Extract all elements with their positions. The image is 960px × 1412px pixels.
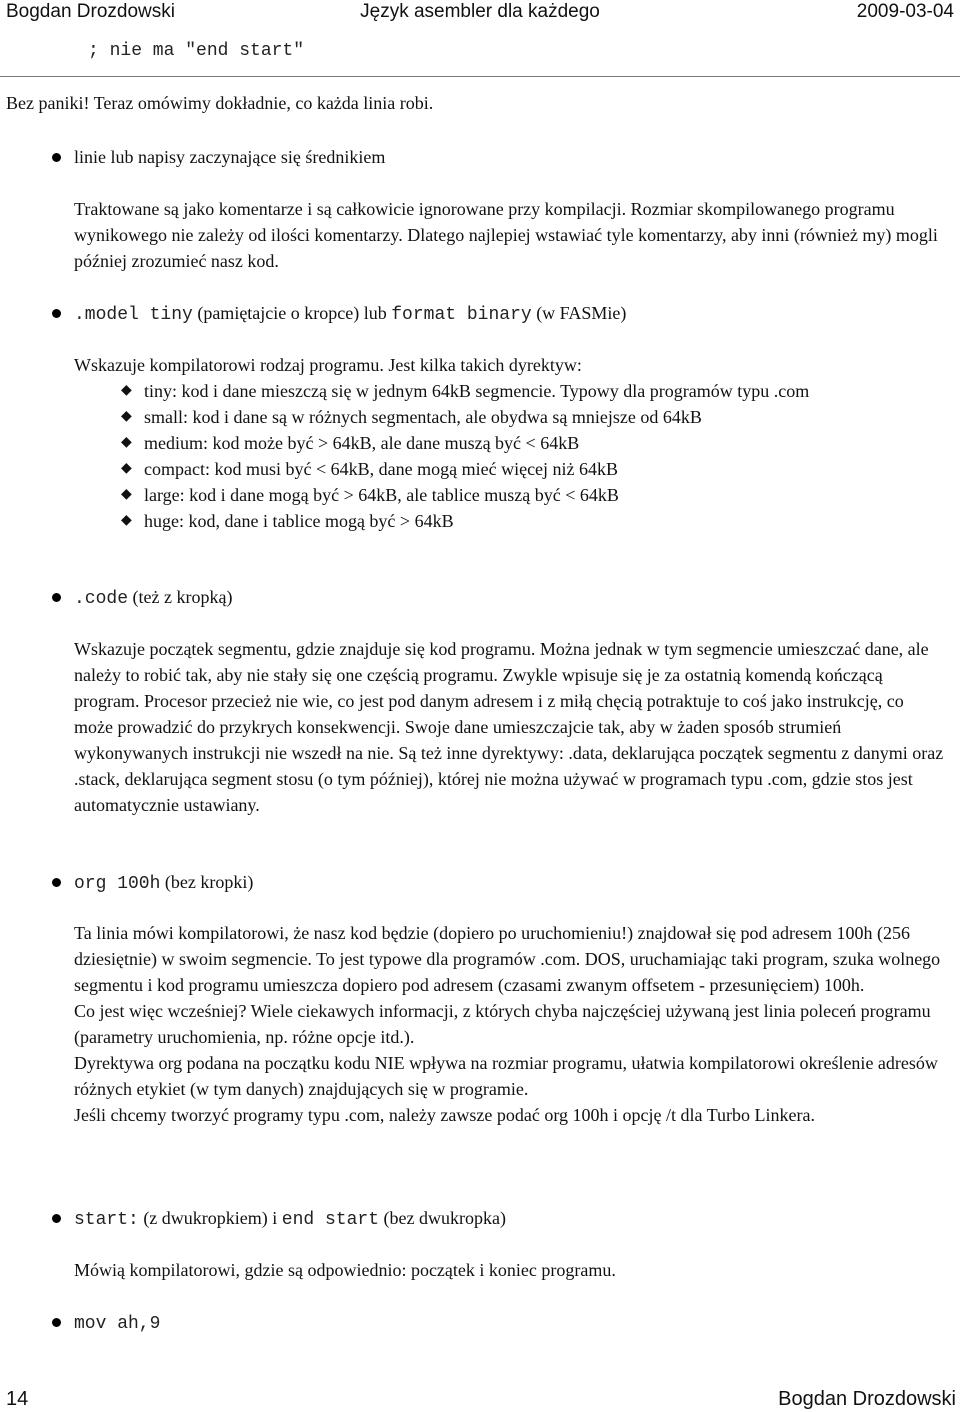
code-start-label: start: <box>74 1210 139 1230</box>
header-divider <box>0 76 960 77</box>
header-date: 2009-03-04 <box>856 1 954 22</box>
intro-text: Bez paniki! Teraz omówimy dokładnie, co każda linia robi. <box>6 93 434 113</box>
item-description-start <box>74 1257 944 1283</box>
diamond-bullet-icon: ◆ <box>121 461 132 476</box>
page-number: 14 <box>6 1388 29 1410</box>
page-footer <box>0 1386 960 1412</box>
diamond-bullet-icon: ◆ <box>121 513 132 528</box>
item-description-comments <box>74 196 944 274</box>
heading-text: (z dwukropkiem) i <box>138 1208 282 1228</box>
sub-item: ◆ medium: kod może być > 64kB, ale dane muszą być < 64kB <box>121 433 580 453</box>
diamond-bullet-icon: ◆ <box>121 435 132 450</box>
memory-model-list <box>121 378 810 534</box>
item-heading <box>74 1309 160 1337</box>
code-format-binary: format binary <box>391 305 532 325</box>
heading-text: (bez kropki) <box>160 872 254 892</box>
code-end-start: end start <box>281 1210 379 1230</box>
bullet-icon <box>52 153 61 162</box>
sub-item: ◆ huge: kod, dane i tablice mogą być > 64kB <box>121 511 454 531</box>
sub-item: ◆ compact: kod musi być < 64kB, dane mogą mieć więcej niż 64kB <box>121 459 619 479</box>
heading-text: (też z kropką) <box>128 587 233 607</box>
diamond-bullet-icon: ◆ <box>121 409 132 424</box>
description-paragraph: Dyrektywa org podana na początku kodu NIE wpływa na rozmiar programu, ułatwia kompilatorowi określenie adresów różnych etykiet (w tym danych) znajdujących się w programie. <box>74 1053 938 1099</box>
bullet-icon <box>52 309 61 318</box>
header-title: Język asembler dla każdego <box>360 1 600 22</box>
item-description-code <box>74 636 944 818</box>
sub-item: ◆ tiny: kod i dane mieszczą się w jednym 64kB segmencie. Typowy dla programów typu .com <box>121 381 810 401</box>
sub-item: ◆ small: kod i dane są w różnych segmentach, ale obydwa są mniejsze od 64kB <box>121 407 702 427</box>
diamond-bullet-icon: ◆ <box>121 383 132 398</box>
header-author: Bogdan Drozdowski <box>6 1 175 22</box>
code-org-100h: org 100h <box>74 874 161 894</box>
page-header <box>0 0 960 26</box>
item-heading: linie lub napisy zaczynające się średnikiem <box>74 147 386 167</box>
code-dot-code: .code <box>74 589 129 609</box>
item-description-model <box>74 352 944 378</box>
item-heading <box>74 1205 506 1233</box>
footer-author: Bogdan Drozdowski <box>778 1388 956 1410</box>
heading-text: (pamiętajcie o kropce) lub <box>192 303 392 323</box>
heading-text: (bez dwukropka) <box>379 1208 506 1228</box>
description-paragraph: Co jest więc wcześniej? Wiele ciekawych informacji, z których chyba najczęściej używaną jest linia poleceń programu (parametry uruchomienia, np. różne opcje itd.). <box>74 1001 931 1047</box>
code-model-tiny: .model tiny <box>74 305 193 325</box>
item-heading <box>74 584 232 612</box>
description-text: Wskazuje początek segmentu, gdzie znajduje się kod programu. Można jednak w tym segmencie umieszczać dane, ale należy to robić tak, aby nie stały się one częścią programu. Zwykle wpisuje się je za ostatnią komendą kończącą program. Procesor przecież nie wie, co jest pod danym adresem i z miłą chęcią potraktuje to coś jako instrukcję, co może prowadzić do przykrych konsekwencji. Swoje dane umieszczajcie tak, aby w żaden sposób strumień wykonywanych instrukcji nie wszedł na nie. Są też inne dyrektywy: .data, deklarująca początek segmentu z danymi oraz .stack, deklarująca segment stosu (o tym później), której nie można używać w programach typu .com, gdzie stos jest automatycznie ustawiany. <box>74 639 944 815</box>
item-heading <box>74 869 253 897</box>
code-mov-ah-9: mov ah,9 <box>74 1314 161 1334</box>
bullet-icon <box>52 1318 61 1327</box>
item-description-org <box>74 920 944 1128</box>
bullet-icon <box>52 878 61 887</box>
heading-text: (w FASMie) <box>531 303 627 323</box>
item-heading <box>74 300 626 328</box>
description-text: Wskazuje kompilatorowi rodzaj programu. Jest kilka takich dyrektyw: <box>74 355 582 375</box>
code-line-top: ; nie ma "end start" <box>88 41 305 61</box>
description-paragraph: Jeśli chcemy tworzyć programy typu .com, należy zawsze podać org 100h i opcję /t dla Turbo Linkera. <box>74 1105 815 1125</box>
bullet-icon <box>52 1214 61 1223</box>
description-text: Traktowane są jako komentarze i są całkowicie ignorowane przy kompilacji. Rozmiar skompilowanego programu wynikowego nie zależy od ilości komentarzy. Dlatego najlepiej wstawiać tyle komentarzy, aby inni (również my) mogli później zrozumieć nasz kod. <box>74 199 938 271</box>
description-text: Mówią kompilatorowi, gdzie są odpowiednio: początek i koniec programu. <box>74 1260 616 1280</box>
bullet-icon <box>52 593 61 602</box>
sub-item: ◆ large: kod i dane mogą być > 64kB, ale tablice muszą być < 64kB <box>121 485 619 505</box>
description-paragraph: Ta linia mówi kompilatorowi, że nasz kod będzie (dopiero po uruchomieniu!) znajdował się pod adresem 100h (256 dziesiętnie) w swoim segmencie. To jest typowe dla programów .com. DOS, uruchamiając taki program, szuka wolnego segmentu i kod programu umieszcza dopiero pod adresem (czasami zwanym offsetem - przesunięciem) 100h. <box>74 923 941 995</box>
diamond-bullet-icon: ◆ <box>121 487 132 502</box>
